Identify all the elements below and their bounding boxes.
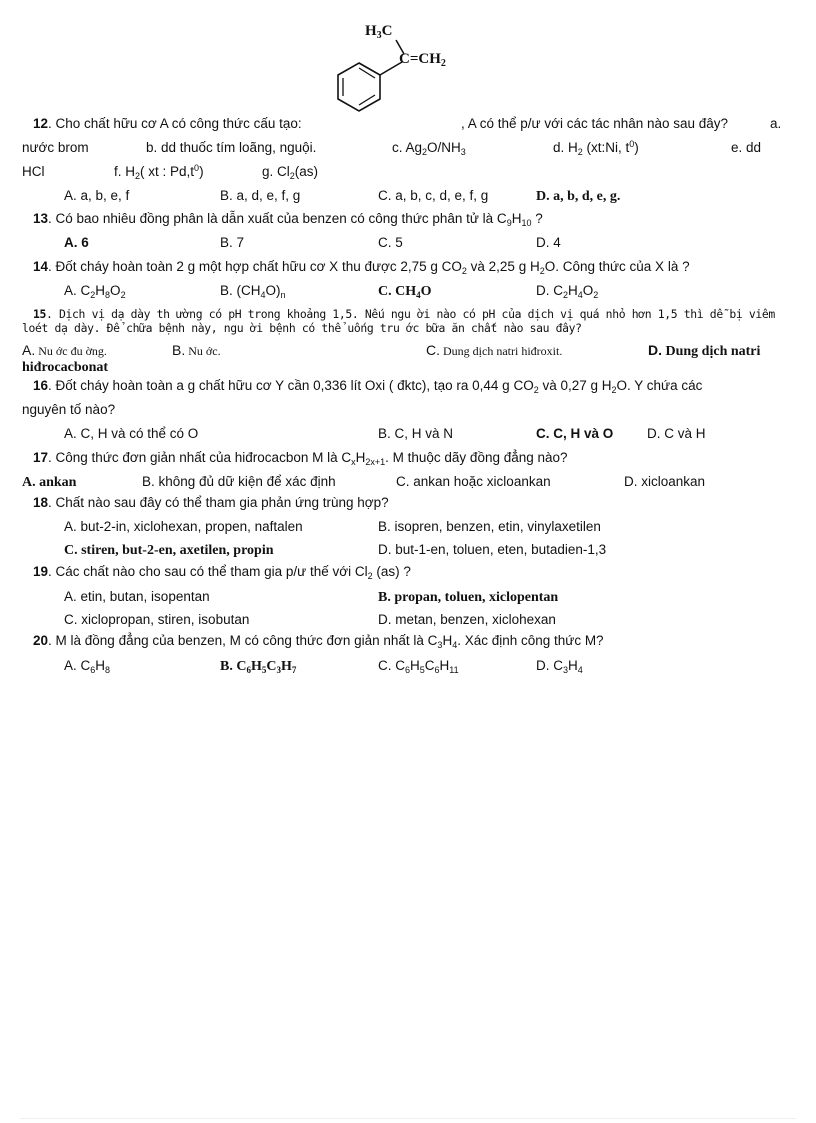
- question-12-answer-c[interactable]: C. a, b, c, d, e, f, g: [378, 188, 489, 203]
- question-12-option-e: e. dd: [731, 140, 762, 155]
- question-15-answer-d[interactable]: D. Dung dịch natri: [648, 342, 761, 359]
- question-15-answer-a[interactable]: A. Nu ớc đu ờng.: [22, 342, 107, 358]
- question-17-answer-d[interactable]: D. xicloankan: [624, 474, 706, 489]
- question-12-option-a: nước brom: [22, 140, 89, 155]
- benzene-ring-drawing: [330, 18, 470, 123]
- question-12-answer-d[interactable]: D. a, b, d, e, g.: [536, 189, 621, 204]
- question-16-answer-a[interactable]: A. C, H và có thể có O: [64, 426, 199, 441]
- question-19-answer-c[interactable]: C. xiclopropan, stiren, isobutan: [64, 612, 250, 627]
- question-19-answer-a[interactable]: A. etin, butan, isopentan: [64, 589, 210, 604]
- question-15-answer-d-cont[interactable]: hiđrocacbonat: [22, 360, 109, 375]
- question-13-answer-c[interactable]: C. 5: [378, 235, 403, 250]
- question-18-answer-b[interactable]: B. isopren, benzen, etin, vinylaxetilen: [378, 519, 601, 534]
- question-15-stem-line2: loét dạ dày. Để chữa bệnh này, ngu ời bệnh có thể uống tru ớc bữa ăn chất nào sau đây?: [22, 321, 582, 335]
- question-13-answer-a[interactable]: A. 6: [64, 235, 89, 250]
- question-18-stem: 18. Chất nào sau đây có thể tham gia phản ứng trùng hợp?: [33, 495, 389, 510]
- methyl-group: $H_3C$: [365, 23, 393, 41]
- question-14-answer-d[interactable]: D. $C_2H_4O_2$: [536, 283, 599, 300]
- question-19-answer-b[interactable]: B. propan, toluen, xiclopentan: [378, 590, 559, 605]
- question-13-stem: 13. Có bao nhiêu đồng phân là dẫn xuất của benzen có công thức phân tử là $C_9H_{10}$ ?: [33, 211, 543, 228]
- question-12-option-d: d. $H_2$ (xt:Ni, $t^0$): [553, 139, 639, 157]
- structural-formula: [330, 18, 470, 123]
- question-15-answer-b[interactable]: B. Nu ớc.: [172, 342, 221, 358]
- question-12-stem-end: , A có thể p/ư với các tác nhân nào sau đây?: [461, 116, 729, 131]
- question-12-stem: 12. Cho chất hữu cơ A có công thức cấu tạo:: [33, 116, 302, 131]
- question-18-answer-d[interactable]: D. but-1-en, toluen, eten, butadien-1,3: [378, 542, 607, 557]
- question-12-option-e-cont: HCl: [22, 164, 45, 179]
- question-19-stem: 19. Các chất nào cho sau có thể tham gia p/ư thế với $Cl_2$ (as) ?: [33, 564, 411, 581]
- question-12-answer-a[interactable]: A. a, b, e, f: [64, 188, 130, 203]
- question-13-answer-d[interactable]: D. 4: [536, 235, 561, 250]
- question-20-answer-a[interactable]: A. $C_6H_8$: [64, 658, 111, 675]
- question-20-answer-c[interactable]: C. $C_6H_5C_6H_{11}$: [378, 658, 459, 675]
- question-14-stem: 14. Đốt cháy hoàn toàn 2 g một hợp chất hữu cơ X thu được 2,75 g $CO_2$ và 2,25 g $H_2O$. Công thức của X là ?: [33, 259, 690, 276]
- question-15-answer-c[interactable]: C. Dung dịch natri hiđroxit.: [426, 342, 563, 358]
- question-12-option-f: f. $H_2$( xt : $Pd,t^0$): [114, 163, 204, 181]
- question-20-answer-b[interactable]: B. $C_6H_5C_3H_7$: [220, 659, 297, 675]
- question-18-answer-a[interactable]: A. but-2-in, xiclohexan, propen, naftalen: [64, 519, 303, 534]
- question-16-answer-d[interactable]: D. C và H: [647, 426, 706, 441]
- question-17-answer-c[interactable]: C. ankan hoặc xicloankan: [396, 474, 551, 489]
- question-20-stem: 20. M là đồng đẳng của benzen, M có công thức đơn giản nhất là $C_3H_4$. Xác định công thức M?: [33, 633, 604, 650]
- question-12-answer-b[interactable]: B. a, d, e, f, g: [220, 188, 301, 203]
- question-12-option-g: g. $Cl_2(as)$: [262, 164, 319, 181]
- question-16-answer-b[interactable]: B. C, H và N: [378, 426, 454, 441]
- question-12-option-c: c. $Ag_2O/NH_3$: [392, 140, 466, 157]
- question-20-answer-d[interactable]: D. $C_3H_4$: [536, 658, 583, 675]
- question-12-option-a-label: a.: [770, 116, 782, 131]
- question-14-answer-c[interactable]: C. $CH_4O$: [378, 284, 432, 300]
- question-16-stem: 16. Đốt cháy hoàn toàn a g chất hữu cơ Y cần 0,336 lít Oxi ( đktc), tạo ra 0,44 g $CO_2$ và 0,27 g $H_2O$. Y chứa các: [33, 378, 703, 395]
- question-15-stem-line1: 15. Dịch vị dạ dày th ường có pH trong khoảng 1,5. Nếu ngu ời nào có pH của dịch vị quá nhỏ hơn 1,5 thì dễ bị viêm: [33, 307, 775, 321]
- question-17-answer-b[interactable]: B. không đủ dữ kiện để xác định: [142, 474, 336, 489]
- question-19-answer-d[interactable]: D. metan, benzen, xiclohexan: [378, 612, 556, 627]
- question-14-answer-b[interactable]: B. $(CH_4O)_n$: [220, 283, 286, 300]
- question-14-answer-a[interactable]: A. $C_2H_8O_2$: [64, 283, 126, 300]
- question-12-option-b: b. dd thuốc tím loãng, nguội.: [146, 140, 317, 155]
- question-13-answer-b[interactable]: B. 7: [220, 235, 245, 250]
- question-17-stem: 17. Công thức đơn giản nhất của hiđrocacbon M là $C_xH_{2x+1}$. M thuộc dãy đồng đẳng nào?: [33, 450, 568, 467]
- page-bottom-rule: [20, 1118, 796, 1119]
- question-18-answer-c[interactable]: C. stiren, but-2-en, axetilen, propin: [64, 543, 274, 558]
- question-17-answer-a[interactable]: A. ankan: [22, 475, 77, 490]
- question-16-stem-line2: nguyên tố nào?: [22, 402, 116, 417]
- alkene-carbon: $C=CH_2$: [399, 51, 446, 69]
- question-16-answer-c[interactable]: C. C, H và O: [536, 426, 614, 441]
